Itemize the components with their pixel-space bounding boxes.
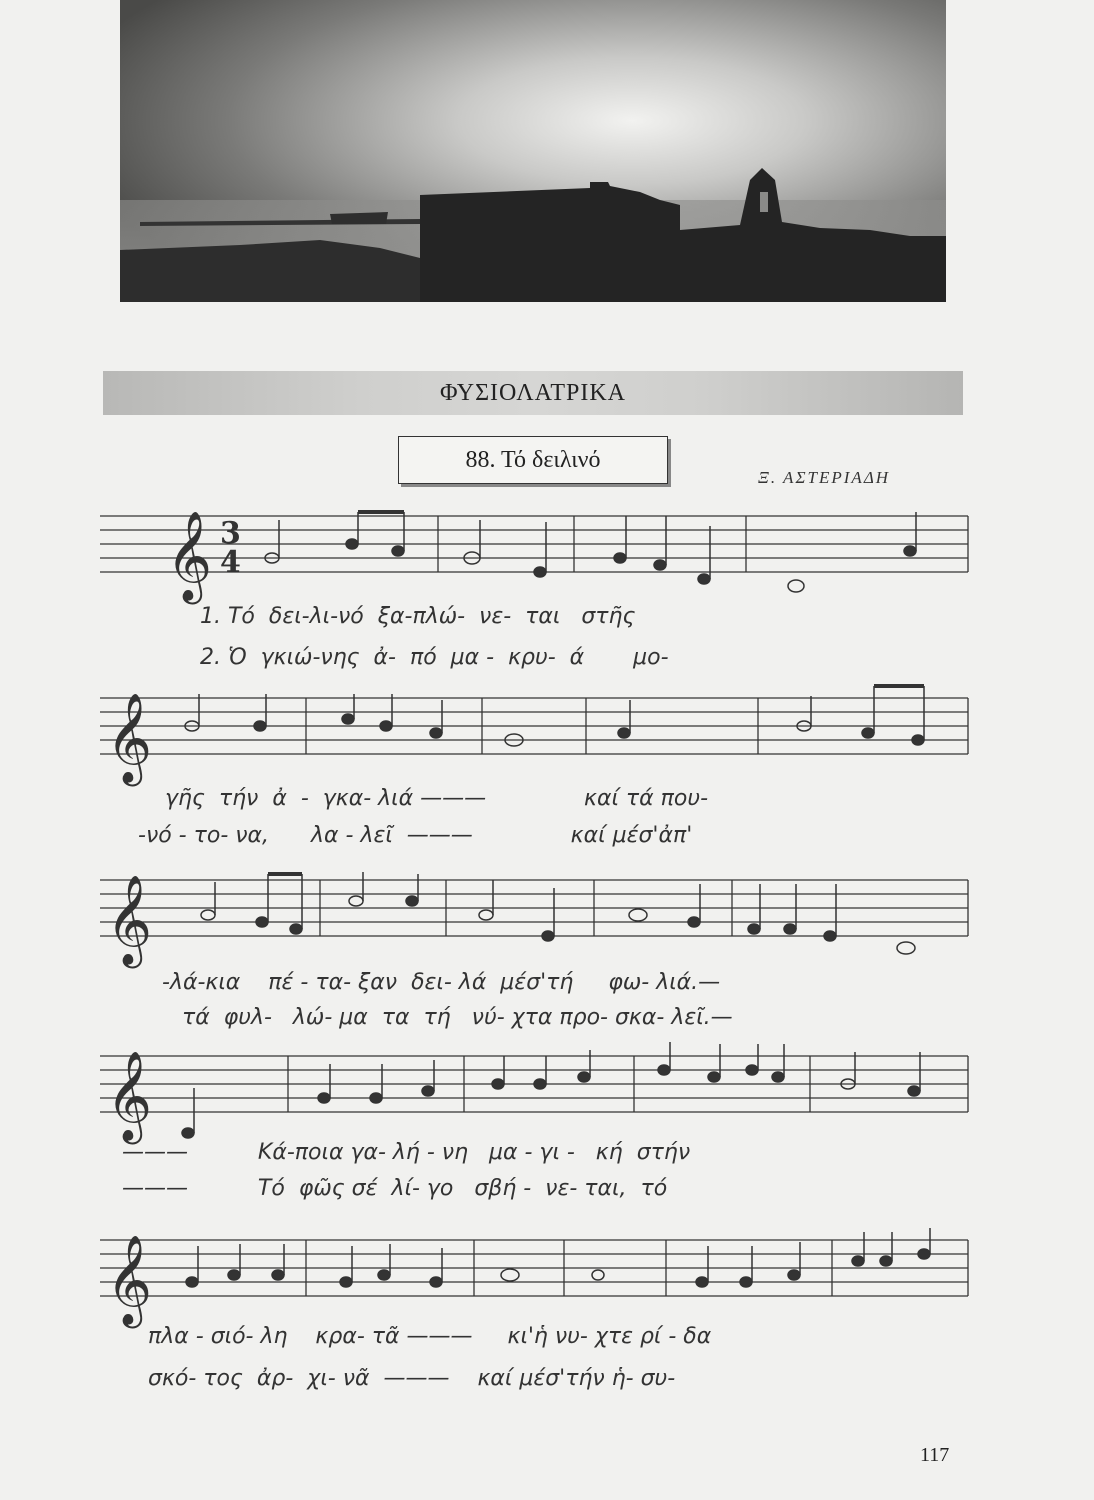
page-number: 117: [920, 1444, 950, 1466]
time-signature-bottom: 4: [220, 545, 241, 580]
music-staff-3: [100, 862, 980, 972]
lyrics-verse1-line1: 1. Τό δει-λι-νό ξα-πλώ- νε- ται στῆς: [200, 604, 636, 629]
harbour-silhouette-image: [120, 0, 946, 302]
section-title: ΦΥΣΙΟΛΑΤΡΙΚΑ: [440, 380, 626, 406]
treble-clef-icon: 𝄞: [106, 693, 153, 783]
lyrics-verse2-line2: -νό - το- να, λα - λεῖ ——— καί μέσ'ἀπ': [138, 823, 693, 848]
lyrics-verse2-line3: τά φυλ- λώ- μα τα τή νύ- χτα προ- σκα- λεῖ.—: [182, 1005, 733, 1030]
lyrics-verse2-line1: 2. Ὁ γκιώ-νης ἀ- πό μα - κρυ- ά μο-: [200, 645, 669, 670]
music-staff-5: [100, 1222, 980, 1332]
lyrics-verse2-line5: σκό- τος ἀρ- χι- νᾶ ——— καί μέσ'τήν ἡ- συ-: [148, 1366, 676, 1391]
composer-name: Ξ. ΑΣΤΕΡΙΑΔΗ: [758, 468, 891, 487]
treble-clef-icon: 𝄞: [106, 1235, 153, 1325]
song-title: 88. Τό δειλινό: [465, 447, 601, 473]
section-heading-band: [103, 371, 963, 415]
lyrics-verse1-line3: -λά-κια πέ - τα- ξαν δει- λά μέσ'τή φω- λιά.—: [162, 970, 721, 995]
lyrics-verse1-line2: γῆς τήν ἀ - γκα- λιά ——— καί τά που-: [165, 786, 709, 811]
lyrics-verse2-line4: ——— Τό φῶς σέ λί- γο σβή - νε- ται, τό: [122, 1176, 668, 1201]
music-staff-2: [100, 680, 980, 790]
treble-clef-icon: 𝄞: [106, 875, 153, 965]
treble-clef-icon: 𝄞: [166, 511, 213, 601]
time-signature-top: 3: [220, 516, 241, 551]
music-staff-4: [100, 1038, 980, 1148]
lyrics-verse1-line4: ——— Κά-ποια γα- λή - νη μα - γι - κή στήν: [122, 1140, 691, 1165]
harbour-silhouette-photo: [120, 0, 946, 302]
lyrics-verse1-line5: πλα - σιό- λη κρα- τᾶ ——— κι'ἡ νυ- χτε ρί - δα: [148, 1324, 712, 1349]
song-title-box: [398, 436, 668, 484]
music-staff-1: [100, 498, 980, 608]
treble-clef-icon: 𝄞: [106, 1051, 153, 1141]
